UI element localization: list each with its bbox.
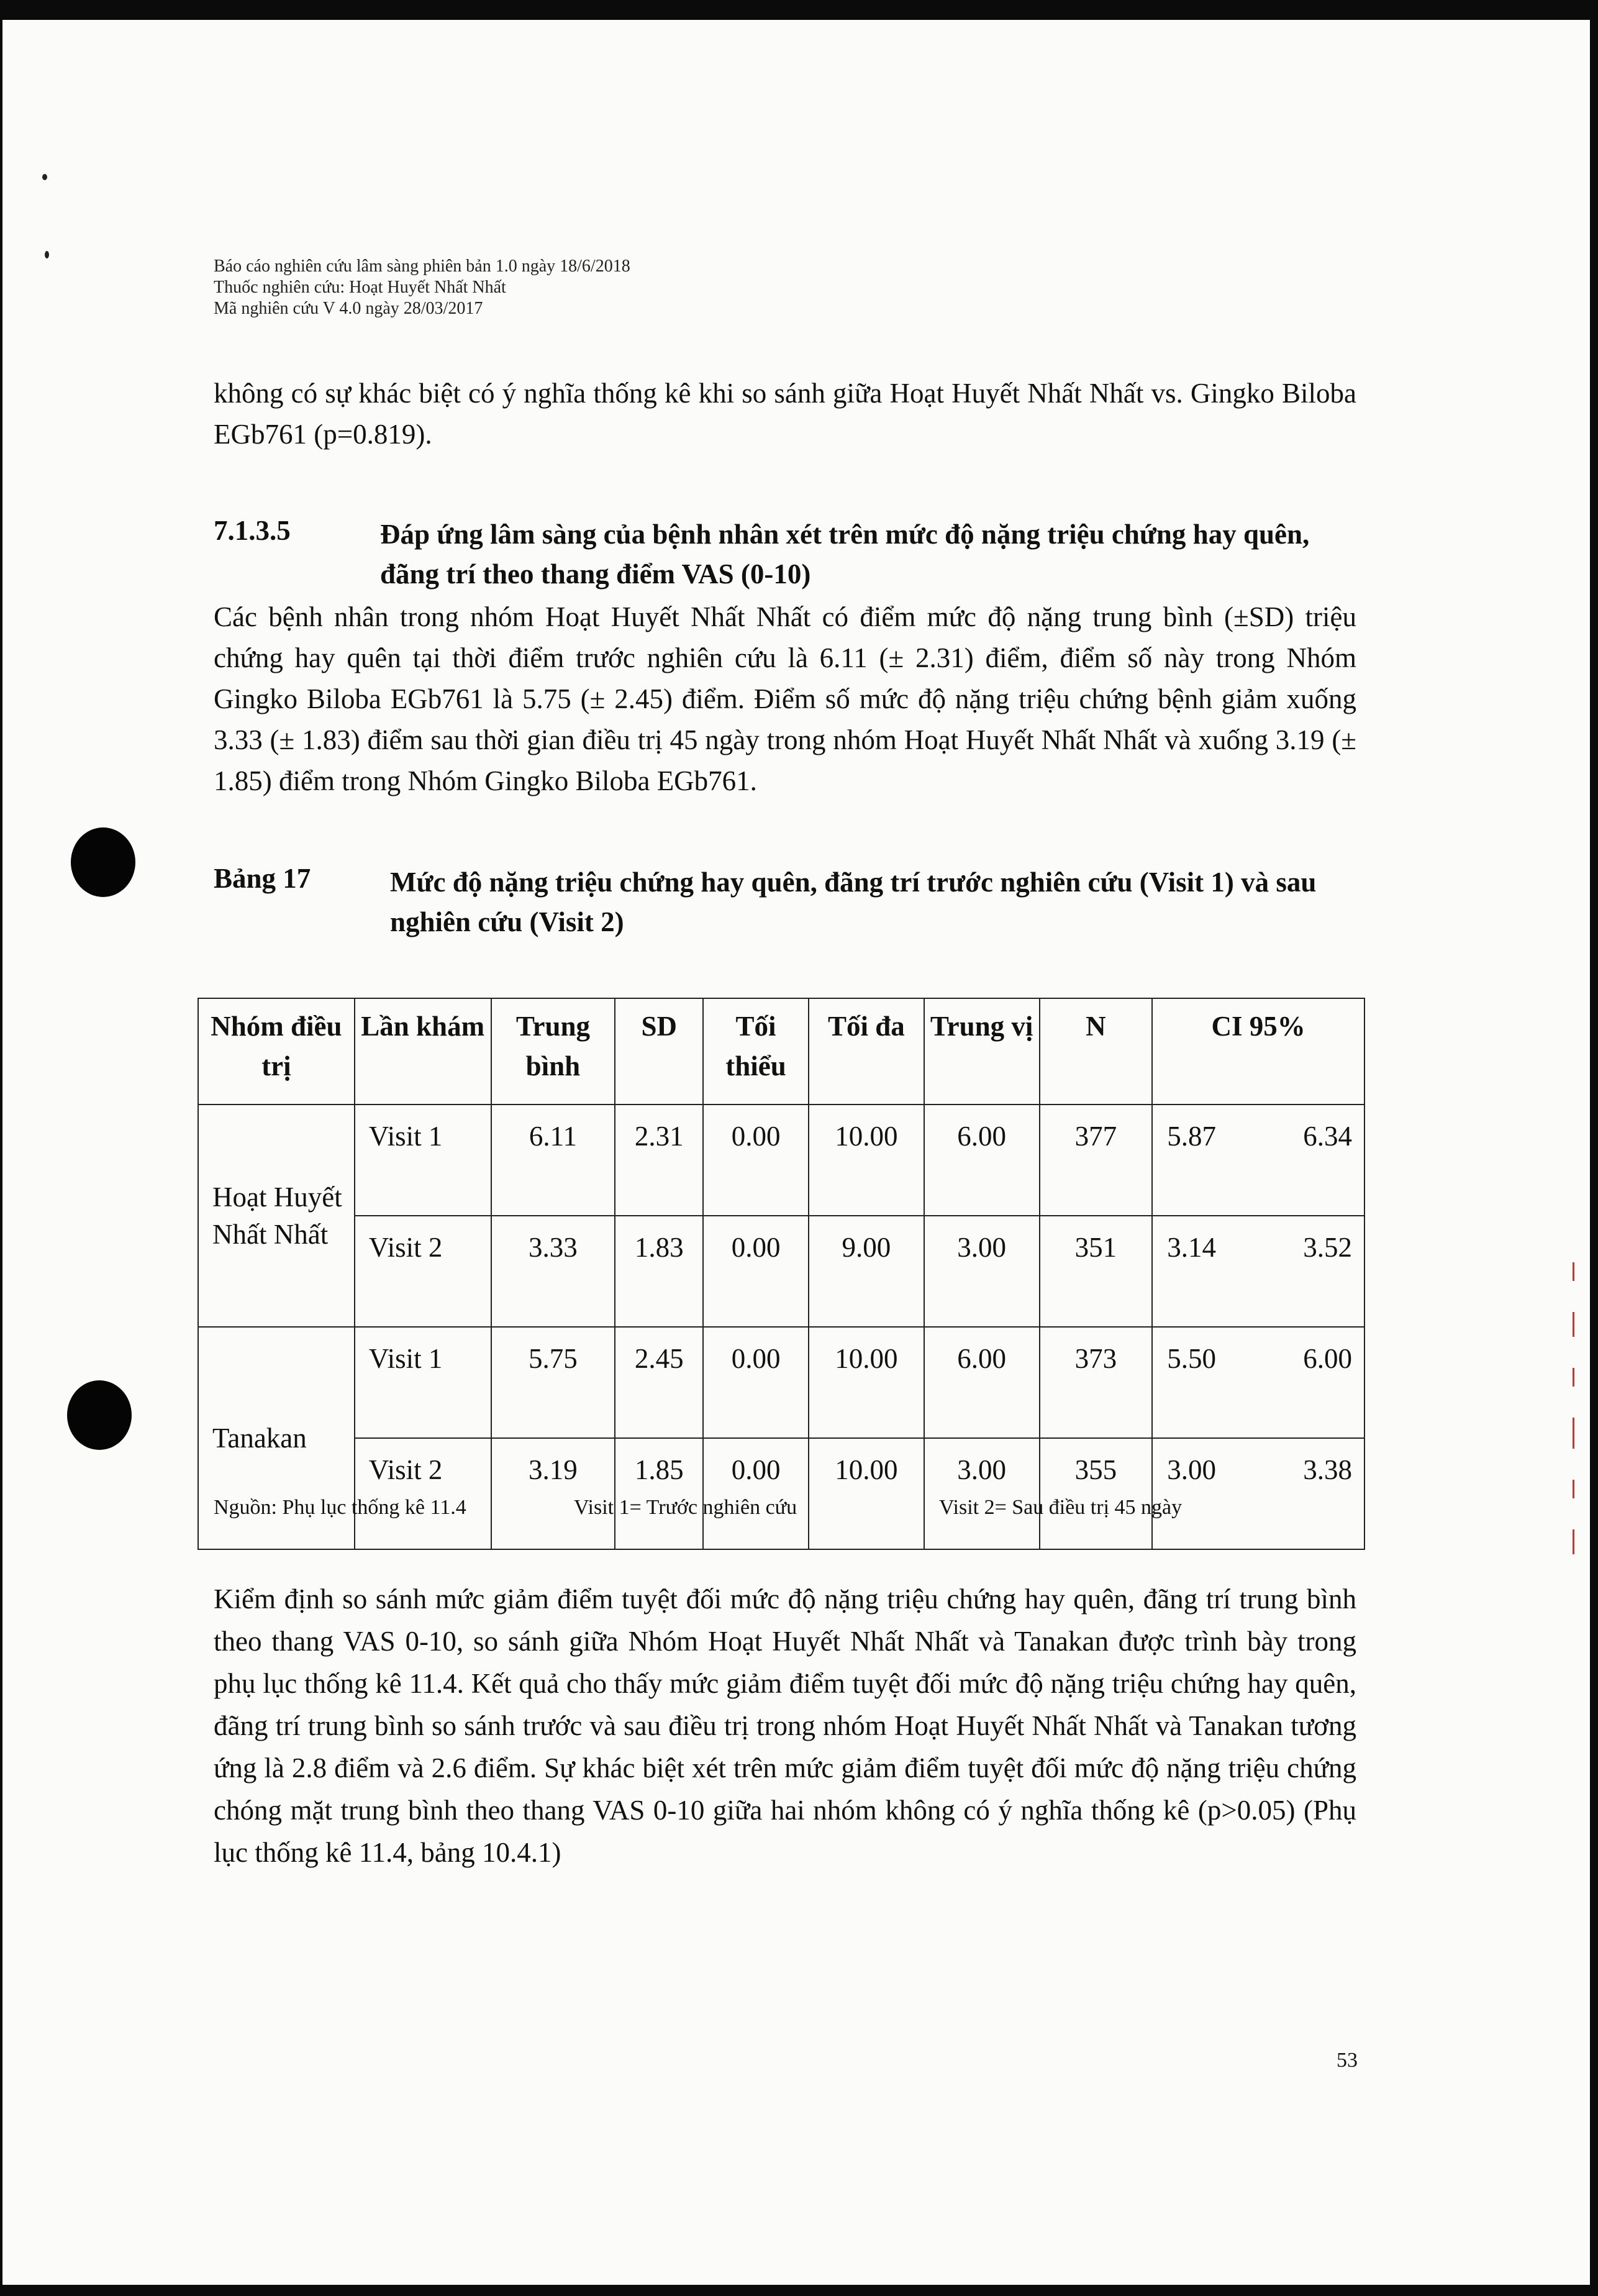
ci-high: 3.38 bbox=[1303, 1454, 1352, 1485]
mean-cell: 3.33 bbox=[491, 1216, 615, 1327]
group-name: Tanakan bbox=[198, 1327, 355, 1549]
sd-cell: 2.31 bbox=[615, 1105, 703, 1216]
max-cell: 10.00 bbox=[809, 1105, 924, 1216]
document-header bbox=[214, 256, 630, 319]
section-number: 7.1.3.5 bbox=[214, 515, 291, 546]
col-header-visit: Lần khám bbox=[355, 998, 491, 1105]
col-header-ci: CI 95% bbox=[1152, 998, 1364, 1105]
visit2-note: Visit 2= Sau điều trị 45 ngày bbox=[939, 1496, 1183, 1519]
table-title: Mức độ nặng triệu chứng hay quên, đãng trí trước nghiên cứu (Visit 1) và sau nghiên cứu (Visit 2) bbox=[390, 867, 1317, 937]
results-paragraph: Các bệnh nhân trong nhóm Hoạt Huyết Nhất Nhất có điểm mức độ nặng trung bình (±SD) triệu chứng hay quên tại thời điểm trước nghiên cứu là 6.11 (± 2.31) điểm, điểm số này trong Nhóm Gingko Biloba EGb761 là 5.75 (± 2.45) điểm. Điểm số mức độ nặng triệu chứng bệnh giảm xuống 3.33 (± 1.83) điểm sau thời gian điều trị 45 ngày trong nhóm Hoạt Huyết Nhất Nhất và xuống 3.19 (± 1.85) điểm trong Nhóm Gingko Biloba EGb761. bbox=[214, 601, 1356, 796]
median-cell: 3.00 bbox=[924, 1438, 1040, 1549]
analysis-paragraph: Kiểm định so sánh mức giảm điểm tuyệt đối mức độ nặng triệu chứng hay quên, đãng trí trung bình theo thang VAS 0-10, so sánh giữa Nhóm Hoạt Huyết Nhất Nhất và Tanakan được trình bày trong phụ lục thống kê 11.4. Kết quả cho thấy mức giảm điểm tuyệt đối mức độ nặng triệu chứng hay quên, đãng trí trung bình so sánh trước và sau điều trị trong nhóm Hoạt Huyết Nhất Nhất và Tanakan tương ứng là 2.8 điểm và 2.6 điểm. Sự khác biệt xét trên mức giảm điểm tuyệt đối mức độ nặng triệu chứng chóng mặt trung bình theo thang VAS 0-10 giữa hai nhóm không có ý nghĩa thống kê (p>0.05) (Phụ lục thống kê 11.4, bảng 10.4.1) bbox=[214, 1583, 1356, 1868]
col-header-group: Nhóm điều trị bbox=[198, 998, 355, 1105]
col-header-sd: SD bbox=[615, 998, 703, 1105]
max-cell: 10.00 bbox=[809, 1438, 924, 1549]
median-cell: 6.00 bbox=[924, 1105, 1040, 1216]
max-cell: 10.00 bbox=[809, 1327, 924, 1438]
mean-cell: 3.19 bbox=[491, 1438, 615, 1549]
margin-marks bbox=[1570, 1262, 1578, 1560]
ci-low: 5.87 bbox=[1167, 1121, 1217, 1152]
n-cell: 351 bbox=[1040, 1216, 1153, 1327]
n-cell: 355 bbox=[1040, 1438, 1153, 1549]
group-name: Hoạt Huyết Nhất Nhất bbox=[198, 1105, 355, 1327]
col-header-n: N bbox=[1040, 998, 1153, 1105]
intro-paragraph: không có sự khác biệt có ý nghĩa thống kê khi so sánh giữa Hoạt Huyết Nhất Nhất vs. Gingko Biloba EGb761 (p=0.819). bbox=[214, 378, 1356, 450]
sd-cell: 1.85 bbox=[615, 1438, 703, 1549]
ci-high: 6.34 bbox=[1303, 1121, 1352, 1152]
mean-cell: 5.75 bbox=[491, 1327, 615, 1438]
table-row bbox=[198, 1327, 1364, 1438]
punch-hole-lower bbox=[67, 1380, 132, 1450]
ci-high: 3.52 bbox=[1303, 1232, 1352, 1263]
punch-hole-upper bbox=[71, 827, 135, 897]
header-line-report: Báo cáo nghiên cứu lâm sàng phiên bản 1.0 ngày 18/6/2018 bbox=[214, 257, 630, 276]
ci-cell bbox=[1152, 1327, 1364, 1438]
page-number: 53 bbox=[1337, 2049, 1358, 2072]
min-cell: 0.00 bbox=[703, 1327, 809, 1438]
visit-cell: Visit 1 bbox=[355, 1327, 491, 1438]
visit-cell: Visit 2 bbox=[355, 1216, 491, 1327]
col-header-median: Trung vị bbox=[924, 998, 1040, 1105]
ci-low: 3.00 bbox=[1167, 1454, 1217, 1485]
col-header-mean: Trung bình bbox=[491, 998, 615, 1105]
scan-edge bbox=[0, 2285, 1598, 2296]
n-cell: 377 bbox=[1040, 1105, 1153, 1216]
visit-cell: Visit 1 bbox=[355, 1105, 491, 1216]
table-row bbox=[198, 1216, 1364, 1327]
ci-cell bbox=[1152, 1216, 1364, 1327]
table-label: Bảng 17 bbox=[214, 863, 311, 894]
table-header-row bbox=[198, 998, 1364, 1105]
results-table bbox=[197, 998, 1365, 1550]
header-line-code: Mã nghiên cứu V 4.0 ngày 28/03/2017 bbox=[214, 299, 483, 318]
sd-cell: 2.45 bbox=[615, 1327, 703, 1438]
visit1-note: Visit 1= Trước nghiên cứu bbox=[574, 1496, 797, 1519]
ci-cell bbox=[1152, 1438, 1364, 1549]
median-cell: 3.00 bbox=[924, 1216, 1040, 1327]
table-source-note: Nguồn: Phụ lục thống kê 11.4 bbox=[214, 1496, 466, 1519]
visit-cell: Visit 2 bbox=[355, 1438, 491, 1549]
sd-cell: 1.83 bbox=[615, 1216, 703, 1327]
ci-low: 5.50 bbox=[1167, 1343, 1217, 1374]
table-row bbox=[198, 1105, 1364, 1216]
ci-low: 3.14 bbox=[1167, 1232, 1217, 1263]
min-cell: 0.00 bbox=[703, 1105, 809, 1216]
header-line-drug: Thuốc nghiên cứu: Hoạt Huyết Nhất Nhất bbox=[214, 278, 506, 297]
max-cell: 9.00 bbox=[809, 1216, 924, 1327]
n-cell: 373 bbox=[1040, 1327, 1153, 1438]
scan-speck bbox=[42, 174, 47, 180]
min-cell: 0.00 bbox=[703, 1438, 809, 1549]
mean-cell: 6.11 bbox=[491, 1105, 615, 1216]
table-row bbox=[198, 1438, 1364, 1549]
ci-cell bbox=[1152, 1105, 1364, 1216]
ci-high: 6.00 bbox=[1303, 1343, 1352, 1374]
section-title: Đáp ứng lâm sàng của bệnh nhân xét trên mức độ nặng triệu chứng hay quên, đãng trí theo thang điểm VAS (0-10) bbox=[380, 519, 1310, 590]
min-cell: 0.00 bbox=[703, 1216, 809, 1327]
median-cell: 6.00 bbox=[924, 1327, 1040, 1438]
scan-speck bbox=[45, 251, 49, 258]
col-header-max: Tối đa bbox=[809, 998, 924, 1105]
col-header-min: Tối thiểu bbox=[703, 998, 809, 1105]
